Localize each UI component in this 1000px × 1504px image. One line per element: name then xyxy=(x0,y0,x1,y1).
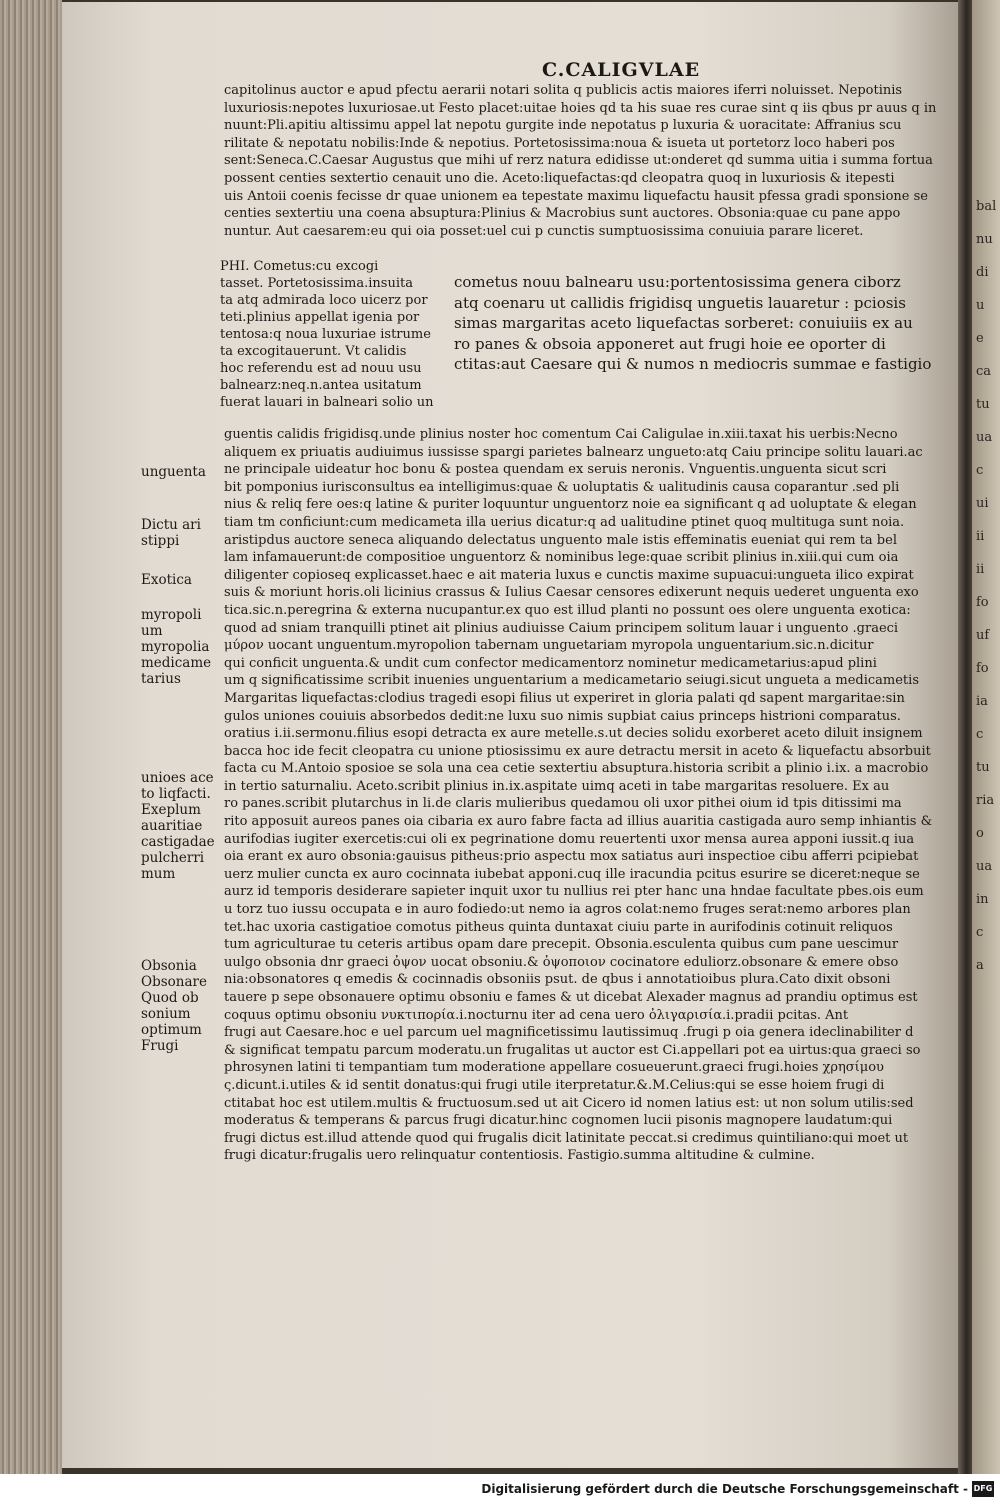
text-line: nius & reliq fere oes:q latine & puriter loquuntur unguentorz noie ea significant q ad uoluptate & elegan xyxy=(224,497,917,513)
facing-page-fragment: ia xyxy=(976,694,988,709)
text-line: tasset. Portetosissima.insuita xyxy=(220,276,413,291)
gloss-line: medicame xyxy=(141,655,212,671)
text-line: moderatus & temperans & parcus frugi dicatur.hinc cognomen lucii pisonis magnopere laudatum:qui xyxy=(224,1113,893,1129)
text-line: & significat tempatu parcum moderatu.un frugalitas ut auctor est Ci.appellari pot ea uirtus:qua graeci so xyxy=(224,1042,921,1058)
text-line: in tertio saturnaliu. Aceto.scribit plinius in.ix.aspitate uimq aceti in tabe margaritas resoluere. Ex au xyxy=(224,778,890,794)
facing-page-fragment: fo xyxy=(976,661,989,676)
facing-page-edge xyxy=(972,0,1000,1474)
facing-page-fragment: ca xyxy=(976,364,992,379)
text-line: frugi dictus est.illud attende quod qui frugalis dicit latinitate peccat.si credimus quintiliano:qui moet ut xyxy=(224,1130,909,1146)
text-line: ro panes & obsoia apponeret aut frugi hoie ee oporter di xyxy=(454,334,886,353)
text-line: coquus optimu obsoniu νυκτιπορία.i.nocturnu iter ad cena uero ὀλιγαρισία.i.pradii pcitas. Ant xyxy=(224,1007,849,1023)
gloss-line: unioes ace xyxy=(141,770,214,786)
facing-page-fragment: di xyxy=(976,265,989,280)
text-line: frugi aut Caesare.hoc e uel parcum uel magnificetissimu lautissimuq .frugi p oia genera ideclinabiliter d xyxy=(224,1025,914,1041)
book-page xyxy=(62,2,960,1468)
margin-gloss xyxy=(141,572,192,588)
gloss-line: pulcherri xyxy=(141,850,205,866)
text-line: um q significatissime scribit inuenies unguentarium a medicametario seiugi.sicut ungueta a medicametis xyxy=(224,673,919,689)
text-line: aurifodias iugiter exercetis:cui oli ex pegrinatione domu reuertenti uxor mensa aurea apponi iussit.q iua xyxy=(224,831,915,847)
margin-gloss xyxy=(141,770,215,882)
text-line: simas margaritas aceto liquefactas sorberet: conuiuiis ex au xyxy=(454,314,913,332)
text-line: tica.sic.n.peregrina & externa nucupantur.ex quo est illud planti no possunt oes olere unguenta exotica: xyxy=(224,602,911,618)
facing-page-fragment: tu xyxy=(976,760,990,775)
gloss-line: sonium xyxy=(141,1006,191,1022)
gloss-line: Obsonare xyxy=(141,974,207,990)
facing-page-fragment: ua xyxy=(976,859,993,874)
facing-page-fragment: o xyxy=(976,826,984,841)
text-line: quod ad sniam tranquilli ptinet ait plinius audiuisse Caium principem solitum lauar i unguento .graeci xyxy=(224,620,899,636)
text-line: ς.dicunt.i.utiles & id sentit donatus:qui frugi utile iterpretatur.&.M.Celius:qui se esse hoiem frugi di xyxy=(224,1077,885,1093)
facing-page-fragment: u xyxy=(976,298,985,313)
facing-page-fragment: in xyxy=(976,892,989,907)
facing-page-fragment: a xyxy=(976,958,984,973)
text-line: uerz mulier cuncta ex auro cocinnata iubebat apponi.cuq ille iracundia pcitus esurire se diceret:neque se xyxy=(224,866,920,882)
text-line: nia:obsonatores q emedis & cocinnadis obsoniis psut. de qbus i annotatioibus plura.Cato dixit obsoni xyxy=(224,972,891,988)
gloss-line: myropoli xyxy=(141,607,202,623)
text-line: suis & moriunt horis.oli licinius crassus & Iulius Caesar censores edixerunt nequis uederet unguenta exo xyxy=(224,585,919,601)
text-line: ro panes.scribit plutarchus in li.de claris mulieribus quedamou oli uxor pithei oium id tpis ditissimi ma xyxy=(224,796,902,812)
text-line: ta atq admirada loco uicerz por xyxy=(220,293,428,308)
text-line: luxuriosis:nepotes luxuriosae.ut Festo placet:uitae hoies qd ta his suae res curae sint q iis qbus pr auus q in xyxy=(224,100,937,116)
text-line: teti.plinius appellat igenia por xyxy=(220,310,420,325)
text-line: ctitabat hoc est utilem.multis & fructuosum.sed ut ait Cicero id nomen latius est: ut non solum utilis:sed xyxy=(224,1095,914,1111)
text-line: guentis calidis frigidisq.unde plinius noster hoc comentum Cai Caligulae in.xiii.taxat his uerbis:Necno xyxy=(224,427,898,442)
margin-gloss xyxy=(141,517,201,549)
gloss-line: um xyxy=(141,623,163,639)
text-line: Margaritas liquefactas:clodius tragedi esopi filius ut experiret in gloria palati qd sapent margaritae:sin xyxy=(224,690,905,706)
gloss-line: stippi xyxy=(141,533,180,549)
facing-page-fragment: c xyxy=(976,463,984,478)
gloss-line: optimum xyxy=(141,1022,202,1038)
commentary-top xyxy=(224,82,936,240)
text-line: aristipdus auctore seneca aliquando delectatus unguento male istis effeminatis eueniat qui rem ta bel xyxy=(224,532,897,548)
facing-page-fragment: ui xyxy=(976,496,989,511)
text-line: phrosynen latini ti tempantiam tum moderatione appellare cosueuerunt.graeci frugi.hoies χρησίμου xyxy=(224,1060,884,1076)
facing-page-fragment: fo xyxy=(976,595,989,610)
text-line: capitolinus auctor e apud pfectu aerarii notari solita q publicis actis maiores iferri noluisset. Nepotinis xyxy=(224,83,903,98)
text-line: tauere p sepe obsonauere optimu obsoniu e fames & ut dicebat Alexader magnus ad prandiu optimus est xyxy=(224,990,918,1005)
text-line: gulos uniones couiuis absorbedos dedit:ne luxu suo nimis supbiat caius princeps histrioni comparatus. xyxy=(224,708,901,724)
text-line: PHI. Cometus:cu excogi xyxy=(220,259,379,274)
text-line: diligenter copioseq explicasset.haec e ait materia luxus e cunctis maxime supuacui:ungueta ilico expirat xyxy=(224,567,914,583)
gloss-line: to liqfacti. xyxy=(141,786,211,802)
facing-page-fragment: tu xyxy=(976,397,990,412)
facing-page-fragment: ua xyxy=(976,430,993,445)
margin-gloss xyxy=(141,464,206,480)
text-line: uis Antoii coenis fecisse dr quae unionem ea tepestate maximu liquefactu hausit pfessa gradi sponsione se xyxy=(224,188,928,204)
text-line: oratius i.ii.sermonu.filius esopi detracta ex aure metelle.s.ut decies solidu exorberet aceto diluit insignem xyxy=(224,726,923,742)
facing-page-fragment: uf xyxy=(976,628,990,643)
text-line: tum agriculturae tu ceteris artibus opam dare precepit. Obsonia.esculenta quibus cum pane uescimur xyxy=(224,937,899,953)
text-line: possent centies sextertio cenauit uno die. Aceto:liquefactas:qd cleopatra quoq in luxuriosis & itepesti xyxy=(224,170,895,186)
gloss-line: Obsonia xyxy=(141,958,197,974)
text-line: bit pomponius iurisconsultus ea intelligimus:quae & uoluptatis & ualitudinis causa coparantur .sed pli xyxy=(224,479,900,495)
text-line: uulgo obsonia dnr graeci ὀψον uocat obsoniu.& ὀψοποιον cocinatore eduliorz.obsonare & emere obso xyxy=(224,954,899,970)
main-text-inset xyxy=(454,272,931,375)
text-line: u torz tuo iussu occupata e in auro fodiedo:ut nemo ia agros colat:nemo fruges serat:nemo arbores plan xyxy=(224,902,911,918)
gloss-line: Dictu ari xyxy=(141,517,201,533)
text-line: ta excogitauerunt. Vt calidis xyxy=(220,344,407,359)
text-line: tet.hac uxoria castigatioe comotus pitheus quinta duntaxat ciuiu parte in aurifodinis cotinuit reliquos xyxy=(224,919,893,935)
facing-page-fragment: ii xyxy=(976,562,985,577)
page-stack-edge xyxy=(0,0,62,1474)
text-line: μύρον uocant unguentum.myropolion tabernam unguetariam myropola unguentarium.sic.n.dicitur xyxy=(224,638,874,654)
gloss-line: castigadae xyxy=(141,834,215,850)
book-gutter xyxy=(958,0,972,1474)
margin-gloss xyxy=(141,607,211,687)
text-line: aurz id temporis desiderare sapieter inquit uxor tu nullius rei pter hanc una hndae facultate pbes.ois eum xyxy=(224,884,924,900)
text-line: rito apposuit aureos panes oia cibaria ex auro fabre facta ad illius auaritia castigada auro semp inhiantis & xyxy=(224,814,933,830)
running-head: C.CALIGVLAE xyxy=(542,59,701,81)
gloss-line: Exotica xyxy=(141,572,192,588)
text-line: nuntur. Aut caesarem:eu qui oia posset:uel cui p cunctis sumptuosissima conuiuia parare liceret. xyxy=(224,223,864,239)
gloss-line: Exeplum xyxy=(141,802,201,818)
text-line: oia erant ex auro obsonia:gauisus pitheus:prio aspectu mox satiatus auri inspectioe cibu afferri pcipiebat xyxy=(224,849,919,865)
commentary-main xyxy=(224,426,932,1165)
facing-page-fragment: nu xyxy=(976,232,993,247)
gloss-line: auaritiae xyxy=(141,818,203,834)
text-line: tiam tm conficiunt:cum medicameta illa uerius dicatur:q ad ualitudine ptinet quoq multituga sunt noia. xyxy=(224,514,905,530)
text-line: tentosa:q noua luxuriae istrume xyxy=(220,327,431,342)
gloss-line: unguenta xyxy=(141,464,206,480)
facing-page-fragment: e xyxy=(976,331,984,346)
dfg-logo: DFG xyxy=(972,1481,994,1497)
funding-credit: Digitalisierung gefördert durch die Deutsche Forschungsgemeinschaft - xyxy=(481,1482,968,1496)
text-line: ctitas:aut Caesare qui & numos n mediocris summae e fastigio xyxy=(454,355,932,373)
facing-page-fragment: c xyxy=(976,727,984,742)
text-line: qui conficit unguenta.& undit cum confector medicamentorz nominetur medicametarius:apud plini xyxy=(224,655,877,671)
margin-gloss xyxy=(141,958,207,1054)
gloss-line: tarius xyxy=(141,671,181,687)
text-line: rilitate & nepotatu nobilis:Inde & nepotius. Portetosissima:noua & isueta ut portetorz loco haberi pos xyxy=(224,135,895,151)
gloss-line: Quod ob xyxy=(141,990,199,1006)
text-line: balnearz:neq.n.antea usitatum xyxy=(220,378,422,393)
commentary-column xyxy=(220,258,433,411)
text-line: frugi dicatur:frugalis uero relinquatur contentiosis. Fastigio.summa altitudine & culmine. xyxy=(224,1148,815,1164)
text-line: bacca hoc ide fecit cleopatra cu unione ptiosissimu ex aure detractu mersit in aceto & liquefactu absorbuit xyxy=(224,743,931,759)
facing-page-fragment: ii xyxy=(976,529,985,544)
facing-page-fragment: ria xyxy=(976,793,995,808)
text-line: nuunt:Pli.apitiu altissimu appel lat nepotu gurgite inde nepotatus p luxuria & uoracitate: Affranius scu xyxy=(224,118,902,134)
text-line: ne principale uideatur hoc bonu & postea quendam ex seruis neronis. Vnguentis.unguenta sicut scri xyxy=(224,462,887,478)
text-line: facta cu M.Antoio sposioe se sola una cea cetie sextertiu absuptura.historia scribit a plinio i.ix. a macrobio xyxy=(224,761,929,777)
gloss-line: mum xyxy=(141,866,176,882)
footer-bar xyxy=(0,1474,1000,1504)
text-line: sent:Seneca.C.Caesar Augustus que mihi uf rerz natura edidisse ut:onderet qd summa uitia i summa fortua xyxy=(224,153,933,169)
text-line: hoc referendu est ad nouu usu xyxy=(220,361,422,376)
text-line: atq coenaru ut callidis frigidisq unguetis lauaretur : pciosis xyxy=(454,293,906,312)
text-line: aliquem ex priuatis audiuimus iussisse spargi parietes balnearz ungueto:atq Caiu principe solitu lauari.ac xyxy=(224,444,923,460)
text-line: lam infamauerunt:de compositioe unguentorz & nominibus lege:quae scribit plinius in.xiii.qui cum oia xyxy=(224,550,899,566)
facing-page-fragment: bal xyxy=(976,199,997,214)
facing-page-fragment: c xyxy=(976,925,984,940)
gloss-line: Frugi xyxy=(141,1038,179,1054)
gloss-line: myropolia xyxy=(141,639,210,655)
text-line: centies sextertiu una coena absuptura:Plinius & Macrobius sunt auctores. Obsonia:quae cu pane appo xyxy=(224,206,901,222)
text-line: fuerat lauari in balneari solio un xyxy=(220,395,434,410)
text-line: cometus nouu balnearu usu:portentosissima genera ciborz xyxy=(454,273,901,291)
